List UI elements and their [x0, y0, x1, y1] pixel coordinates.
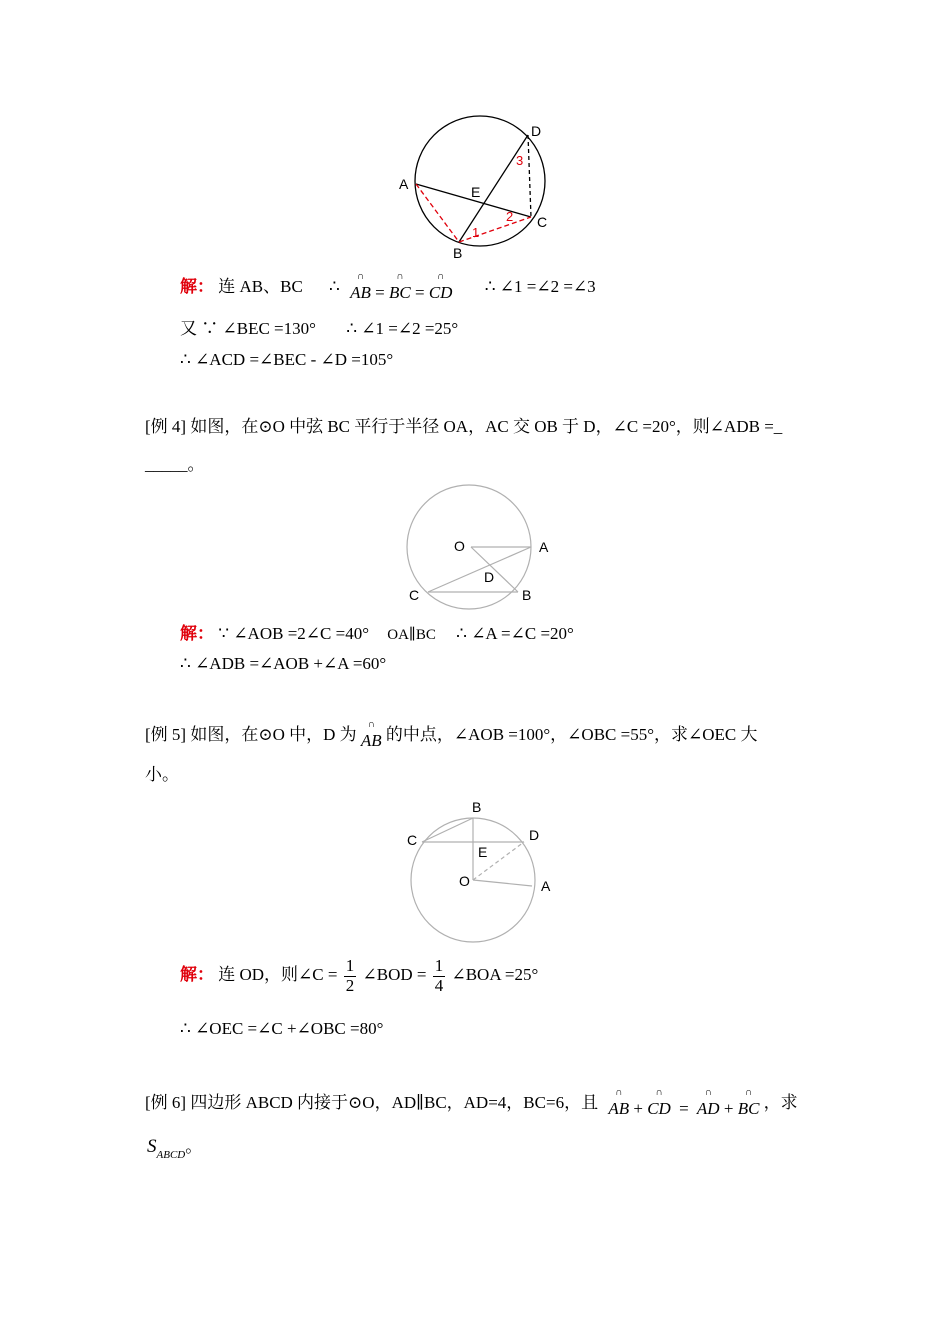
label-e: E — [478, 844, 488, 860]
example-text: [例 6] 四边形 ABCD 内接于⊙O，AD∥BC，AD=4，BC=6，且 — [145, 1093, 599, 1112]
label-d: D — [529, 827, 540, 843]
label-o: O — [454, 538, 465, 554]
label-a: A — [541, 878, 551, 894]
equals-sign: = — [679, 1099, 689, 1118]
arc-bc: ∩ BC — [738, 1099, 760, 1119]
fraction-one-half — [344, 957, 357, 995]
example-text: ，求 — [763, 1093, 798, 1112]
arc-ab: ∩ AB — [350, 283, 371, 303]
therefore-symbol: ∴ — [329, 277, 340, 296]
solution-text: ∵ ∠AOB =2∠C =40° — [218, 624, 370, 643]
label-b: B — [453, 245, 463, 261]
solution-2-line-2: ∴ ∠ADB =∠AOB +∠A =60° — [180, 654, 387, 673]
chord-ab-dashed — [416, 184, 459, 242]
solution-text: ∴ ∠1 =∠2 =25° — [346, 319, 459, 338]
equals-sign: = — [375, 283, 385, 302]
arc-cd: ∩ CD — [647, 1099, 671, 1119]
example-5-line-1 — [145, 720, 758, 750]
period: 。 — [185, 1137, 203, 1156]
angle-label-1: 1 — [472, 225, 480, 240]
solution-text: 连 OD，则∠C = — [218, 965, 338, 985]
solution-1-line-3: ∴ ∠ACD =∠BEC - ∠D =105° — [180, 350, 394, 369]
figure-3-circle-diagram — [400, 795, 560, 950]
example-text: 的中点，∠AOB =100°，∠OBC =55°，求∠OEC 大 — [385, 725, 758, 744]
area-subscript: ABCD — [156, 1149, 186, 1161]
label-c: C — [409, 587, 420, 603]
label-c: C — [407, 832, 418, 848]
example-text: [例 5] 如图，在⊙O 中，D 为 — [145, 725, 357, 744]
arc-bc: ∩ BC — [389, 283, 411, 303]
solution-text: OA∥BC — [387, 627, 436, 643]
example-6-line-1 — [145, 1088, 798, 1118]
solution-2-line-1 — [180, 619, 574, 644]
figure-2-circle-diagram — [400, 480, 560, 615]
label-o: O — [459, 873, 470, 889]
chord-dc-dashed — [528, 135, 531, 217]
figure-1-circle-diagram — [395, 110, 565, 265]
fraction-denominator: 2 — [345, 975, 355, 995]
arc-ad: ∩ AD — [697, 1099, 720, 1119]
solution-3-line-2: ∴ ∠OEC =∠C +∠OBC =80° — [180, 1019, 384, 1038]
example-4-line-1: [例 4] 如图，在⊙O 中弦 BC 平行于半径 OA，AC 交 OB 于 D，∠C =20°，则∠ADB =_ — [145, 417, 783, 436]
solution-1-line-1 — [180, 272, 596, 302]
fraction-numerator: 1 — [345, 956, 355, 975]
fraction-denominator: 4 — [434, 975, 444, 995]
solution-text: ∴ ∠1 =∠2 =∠3 — [484, 277, 596, 296]
plus-sign: + — [633, 1099, 643, 1118]
example-6-line-2 — [147, 1132, 203, 1161]
chord-bd — [459, 135, 528, 242]
example-4-line-2: _____。 — [145, 455, 205, 474]
label-a: A — [399, 176, 409, 192]
arc-ab: ∩ AB — [361, 731, 382, 751]
solution-3-line-1 — [180, 957, 538, 995]
arc-cd: ∩ CD — [429, 283, 453, 303]
label-b: B — [472, 799, 482, 815]
solution-1-line-2 — [180, 314, 458, 339]
solution-label: 解： — [180, 277, 214, 296]
radius-oa — [473, 880, 532, 886]
angle-label-2: 2 — [506, 209, 514, 224]
solution-label: 解： — [180, 965, 214, 985]
chord-cb — [422, 818, 473, 842]
label-d: D — [531, 123, 542, 139]
label-c: C — [537, 214, 548, 230]
fraction-one-quarter — [433, 957, 446, 995]
solution-text: ∴ ∠A =∠C =20° — [456, 624, 574, 643]
circle-outline — [415, 116, 548, 246]
angle-label-3: 3 — [516, 153, 524, 168]
solution-text: 又 ∵ ∠BEC =130° — [180, 319, 316, 338]
equals-sign: = — [414, 283, 425, 302]
label-d: D — [484, 569, 495, 585]
solution-text: ∠BOD = — [362, 965, 427, 985]
label-e: E — [471, 184, 481, 200]
chord-bc-dashed — [459, 217, 531, 242]
fraction-numerator: 1 — [434, 956, 444, 975]
label-a: A — [539, 539, 549, 555]
solution-text: 连 AB、BC — [218, 277, 303, 296]
plus-sign: + — [723, 1099, 734, 1118]
label-b: B — [522, 587, 532, 603]
solution-label: 解： — [180, 624, 214, 643]
arc-ab: ∩ AB — [608, 1099, 629, 1119]
solution-text: ∠BOA =25° — [451, 965, 539, 985]
area-symbol: S — [147, 1136, 157, 1157]
chord-ac — [428, 547, 531, 592]
example-5-line-2: 小。 — [145, 765, 179, 784]
